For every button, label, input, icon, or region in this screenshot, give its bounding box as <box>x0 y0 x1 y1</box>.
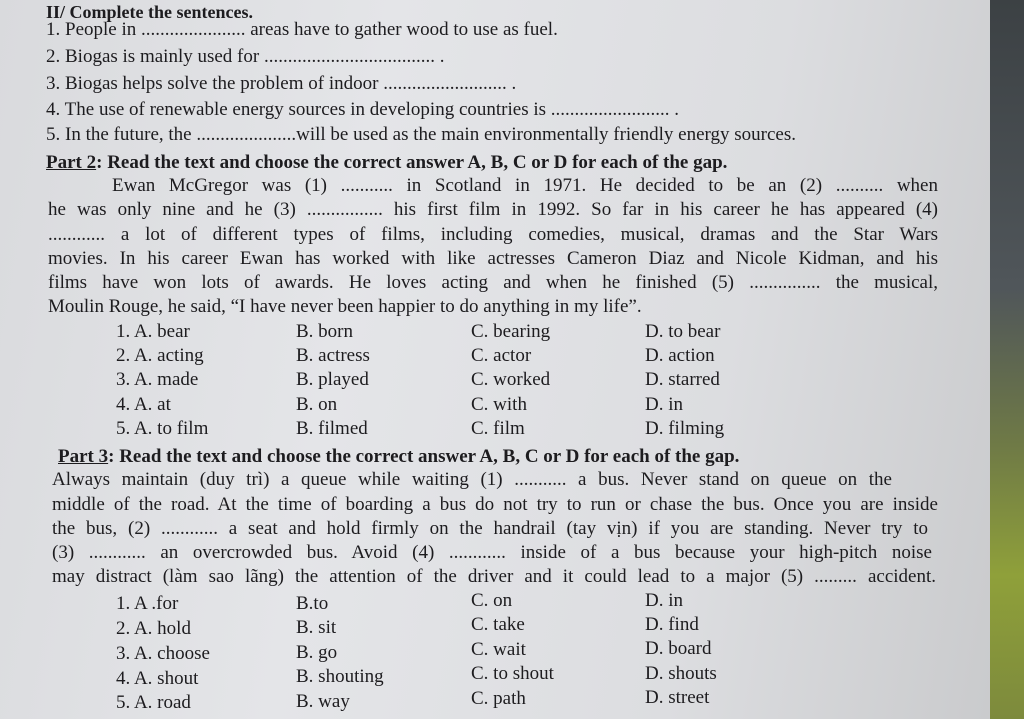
part2-q1-option-d: D. to bear <box>645 321 721 342</box>
part1-item-2: 2. Biogas is mainly used for .................................... . <box>46 46 445 67</box>
part2-q5-option-c: C. film <box>471 418 525 439</box>
part2-q3-option-c: C. worked <box>471 369 551 390</box>
part2-passage-line-2: he was only nine and he (3) ................ his first film in 1992. So far in his career he has appeared (4) <box>48 199 938 220</box>
part2-q3-option-b: B. played <box>296 369 369 390</box>
part3-q4-option-c: C. to shout <box>471 663 554 684</box>
part3-q4-option-b: B. shouting <box>296 666 384 687</box>
part2-q5-option-a: 5. A. to film <box>116 418 209 439</box>
part2-q1-option-a: 1. A. bear <box>116 321 190 342</box>
part2-q5-option-b: B. filmed <box>296 418 368 439</box>
part1-item-4: 4. The use of renewable energy sources in developing countries is ......................... . <box>46 99 680 120</box>
part3-q3-option-d: D. board <box>645 638 712 659</box>
part3-q5-option-b: B. way <box>296 691 350 712</box>
part3-q5-option-a: 5. A. road <box>116 692 191 713</box>
part2-passage-line-5: films have won lots of awards. He loves acting and when he finished (5) ............... the musical, <box>48 272 938 293</box>
part3-heading-text: : Read the text and choose the correct answer A, B, C or D for each of the gap. <box>108 446 740 467</box>
part3-q5-option-c: C. path <box>471 688 526 709</box>
part3-passage-line-3: the bus, (2) ............ a seat and hold firmly on the handrail (tay vịn) if you are standing. Never try to <box>52 518 928 539</box>
part2-q2-option-a: 2. A. acting <box>116 345 204 366</box>
part3-passage-line-1: Always maintain (duy trì) a queue while waiting (1) ........... a bus. Never stand on queue on the <box>52 469 892 490</box>
part2-q2-option-c: C. actor <box>471 345 532 366</box>
part3-label: Part 3 <box>58 446 109 467</box>
part2-heading <box>46 152 727 174</box>
part2-heading-text: : Read the text and choose the correct answer A, B, C or D for each of the gap. <box>96 152 728 173</box>
part3-q2-option-a: 2. A. hold <box>116 618 191 639</box>
part2-q1-option-b: B. born <box>296 321 353 342</box>
part3-q1-option-a: 1. A .for <box>116 593 179 614</box>
part3-q3-option-c: C. wait <box>471 639 526 660</box>
part2-q3-option-d: D. starred <box>645 369 720 390</box>
part2-label: Part 2 <box>46 152 97 173</box>
part1-heading: II/ Complete the sentences. <box>46 2 253 22</box>
part1-item-1: 1. People in ...................... areas have to gather wood to use as fuel. <box>46 19 558 40</box>
background-edge <box>990 0 1024 719</box>
part2-passage-line-4: movies. In his career Ewan has worked with like actresses Cameron Diaz and Nicole Kidman, and his <box>48 248 938 269</box>
part3-q3-option-a: 3. A. choose <box>116 643 210 664</box>
part3-heading <box>58 446 739 468</box>
part3-q4-option-a: 4. A. shout <box>116 668 199 689</box>
part2-q4-option-c: C. with <box>471 394 527 415</box>
part1-item-5: 5. In the future, the .....................will be used as the main environmentally friendly energy sources. <box>46 124 796 145</box>
part2-q3-option-a: 3. A. made <box>116 369 199 390</box>
part3-q3-option-b: B. go <box>296 642 338 663</box>
part3-q5-option-d: D. street <box>645 687 710 708</box>
part3-q2-option-b: B. sit <box>296 617 337 638</box>
part3-q1-option-c: C. on <box>471 590 513 611</box>
part2-q2-option-d: D. action <box>645 345 715 366</box>
part2-passage-line-1: Ewan McGregor was (1) ........... in Scotland in 1971. He decided to be an (2) .......... when <box>112 175 938 196</box>
part2-q4-option-d: D. in <box>645 394 683 415</box>
part2-q4-option-b: B. on <box>296 394 338 415</box>
part3-q2-option-d: D. find <box>645 614 699 635</box>
part3-passage-line-5: may distract (làm sao lãng) the attention of the driver and it could lead to a major (5) ......... accident. <box>52 566 936 587</box>
part2-q4-option-a: 4. A. at <box>116 394 171 415</box>
part3-q2-option-c: C. take <box>471 614 525 635</box>
part2-q2-option-b: B. actress <box>296 345 370 366</box>
part2-q5-option-d: D. filming <box>645 418 725 439</box>
part3-q4-option-d: D. shouts <box>645 663 717 684</box>
part1-item-3: 3. Biogas helps solve the problem of indoor .......................... . <box>46 73 517 94</box>
part3-q1-option-b: B.to <box>296 593 329 614</box>
part2-q1-option-c: C. bearing <box>471 321 551 342</box>
part3-passage-line-4: (3) ............ an overcrowded bus. Avoid (4) ............ inside of a bus because your high-pitch noise <box>52 542 932 563</box>
part3-passage-line-2: middle of the road. At the time of boarding a bus do not try to run or chase the bus. Once you are inside <box>52 494 938 515</box>
part2-passage-line-3: ............ a lot of different types of films, including comedies, musical, dramas and the Star Wars <box>48 224 938 245</box>
part2-passage-line-6: Moulin Rouge, he said, “I have never been happier to do anything in my life”. <box>48 296 642 317</box>
part3-q1-option-d: D. in <box>645 590 683 611</box>
